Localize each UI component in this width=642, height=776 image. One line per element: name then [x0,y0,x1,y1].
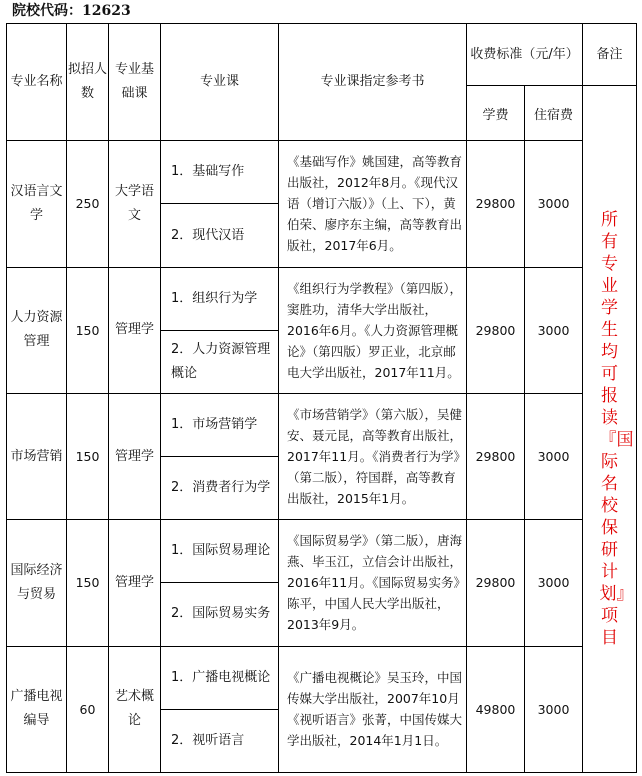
header-tuition: 学费 [467,86,525,141]
reference-books: 《广播电视概论》吴玉玲，中国传媒大学出版社，2007年10月《视听语言》张菁，中国传媒大学出版社，2014年1月1日。 [279,646,467,772]
course-item: 2．消费者行为学 [161,457,279,520]
basic-course: 艺术概论 [109,646,161,772]
course-item: 2．视听语言 [161,709,279,772]
major-name: 人力资源管理 [7,267,67,393]
enroll-count: 250 [67,141,109,267]
reference-books: 《基础写作》姚国建，高等教育出版社，2012年8月。《现代汉语（增订六版）》（上、下），黄伯荣、廖序东主编，高等教育出版社，2017年6月。 [279,141,467,267]
reference-books: 《市场营销学》（第六版），吴健安、聂元昆，高等教育出版社，2017年11月。《消费者行为学》（第二版），符国群，高等教育出版社，2015年1月。 [279,393,467,519]
reference-books: 《国际贸易学》（第二版），唐海燕、毕玉江，立信会计出版社，2016年11月。《国际贸易实务》陈平，中国人民大学出版社，2013年9月。 [279,520,467,646]
tuition-fee: 29800 [467,267,525,393]
lodging-fee: 3000 [525,646,583,772]
basic-course: 管理学 [109,520,161,646]
major-name: 汉语言文学 [7,141,67,267]
tuition-fee: 29800 [467,141,525,267]
tuition-fee: 29800 [467,393,525,519]
lodging-fee: 3000 [525,520,583,646]
header-fees: 收费标准（元/年） [467,24,583,86]
course-item: 2．国际贸易实务 [161,583,279,646]
header-lodging: 住宿费 [525,86,583,141]
remark-text: 所有专业学生均可报读『国际名校保研计划』项目 [599,210,634,649]
major-name: 广播电视编导 [7,646,67,772]
header-books: 专业课指定参考书 [279,24,467,141]
basic-course: 管理学 [109,267,161,393]
enroll-count: 150 [67,267,109,393]
course-item: 1．广播电视概论 [161,646,279,709]
header-enroll: 拟招人数 [67,24,109,141]
school-code-label: 院校代码：12623 [12,3,131,19]
basic-course: 大学语文 [109,141,161,267]
tuition-fee: 49800 [467,646,525,772]
course-item: 1．国际贸易理论 [161,520,279,583]
lodging-fee: 3000 [525,393,583,519]
remark-cell [583,86,637,773]
course-item: 2．人力资源管理概论 [161,330,279,393]
basic-course: 管理学 [109,393,161,519]
header-major: 专业名称 [7,24,67,141]
course-item: 1．组织行为学 [161,267,279,330]
course-item: 2．现代汉语 [161,204,279,267]
reference-books: 《组织行为学教程》（第四版），窦胜功，清华大学出版社，2016年6月。《人力资源管理概论》（第四版）罗正业，北京邮电大学出版社，2017年11月。 [279,267,467,393]
enroll-count: 150 [67,520,109,646]
course-item: 1．市场营销学 [161,393,279,456]
lodging-fee: 3000 [525,141,583,267]
admissions-table [6,23,637,773]
header-remark: 备注 [583,24,637,86]
course-item: 1．基础写作 [161,141,279,204]
major-name: 市场营销 [7,393,67,519]
enroll-count: 150 [67,393,109,519]
enroll-count: 60 [67,646,109,772]
header-basic-course: 专业基础课 [109,24,161,141]
tuition-fee: 29800 [467,520,525,646]
major-name: 国际经济与贸易 [7,520,67,646]
lodging-fee: 3000 [525,267,583,393]
header-course: 专业课 [161,24,279,141]
